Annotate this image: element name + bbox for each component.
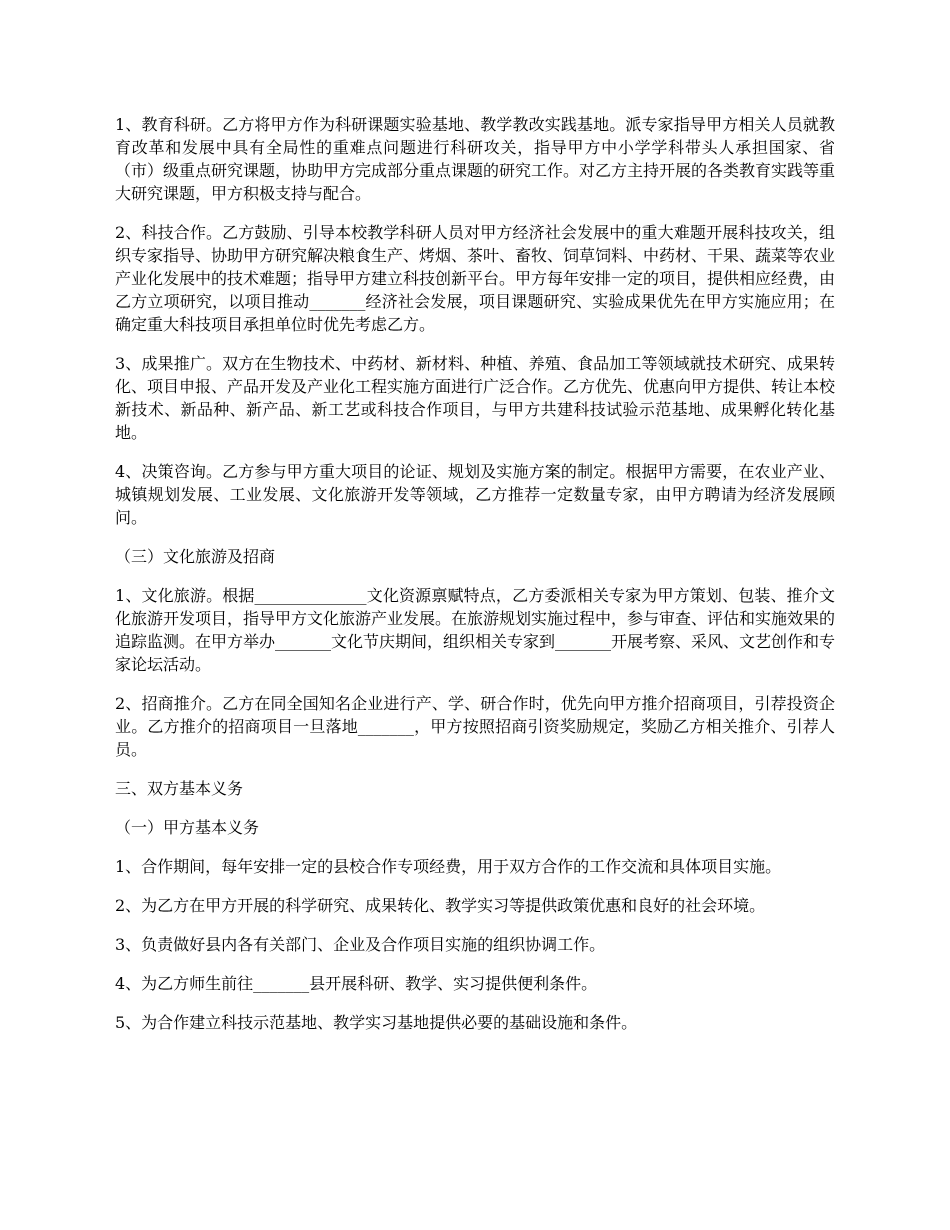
obligation-item-2: 2、为乙方在甲方开展的科学研究、成果转化、教学实习等提供政策优惠和良好的社会环境。 [115, 896, 766, 915]
obligation-item-3: 3、负责做好县内各有关部门、企业及合作项目实施的组织协调工作。 [115, 935, 606, 954]
section-heading-basic-obligations: 三、双方基本义务 [115, 779, 244, 798]
paragraph-education-research: 1、教育科研。乙方将甲方作为科研课题实验基地、教学教改实践基地。派专家指导甲方相关人员就教育改革和发展中具有全局性的重难点问题进行科研攻关，指导甲方中小学学科带头人承担国家、省（市）级重点研究课题，协助甲方完成部分重点课题的研究工作。对乙方主持开展的各类教育实践等重大研究课题，甲方积极支持与配合。 [115, 115, 836, 203]
obligation-item-5: 5、为合作建立科技示范基地、教学实习基地提供必要的基础设施和条件。 [115, 1013, 638, 1032]
paragraph-decision-consulting: 4、决策咨询。乙方参与甲方重大项目的论证、规划及实施方案的制定。根据甲方需要，在农业产业、城镇规划发展、工业发展、文化旅游开发等领域，乙方推荐一定数量专家，由甲方聘请为经济发展顾问。 [115, 462, 835, 527]
paragraph-achievement-promotion: 3、成果推广。双方在生物技术、中药材、新材料、种植、养殖、食品加工等领域就技术研究、成果转化、项目申报、产品开发及产业化工程实施方面进行广泛合作。乙方优先、优惠向甲方提供、转让本校新技术、新品种、新产品、新工艺或科技合作项目，与甲方共建科技试验示范基地、成果孵化转化基地。 [115, 354, 836, 442]
section-heading-culture-tourism: （三）文化旅游及招商 [115, 547, 276, 566]
obligation-item-4: 4、为乙方师生前往_______县开展科研、教学、实习提供便利条件。 [115, 974, 598, 993]
section-heading-party-a-obligations: （一）甲方基本义务 [115, 818, 260, 837]
paragraph-tech-cooperation: 2、科技合作。乙方鼓励、引导本校教学科研人员对甲方经济社会发展中的重大难题开展科技攻关，组织专家指导、协助甲方研究解决粮食生产、烤烟、茶叶、畜牧、饲草饲料、中药材、干果、蔬菜等农业产业化发展中的技术难题；指导甲方建立科技创新平台。甲方每年安排一定的项目，提供相应经费，由乙方立项研究，以项目推动_______经济社会发展，项目课题研究、实验成果优先在甲方实施应用；在确定重大科技项目承担单位时优先考虑乙方。 [115, 223, 836, 334]
paragraph-culture-tourism: 1、文化旅游。根据______________文化资源禀赋特点，乙方委派相关专家为甲方策划、包装、推介文化旅游开发项目，指导甲方文化旅游产业发展。在旅游规划实施过程中，参与审查、评估和实施效果的追踪监测。在甲方举办_______文化节庆期间，组织相关专家到_______开展考察、采风、文艺创作和专家论坛活动。 [115, 586, 836, 674]
obligation-item-1: 1、合作期间，每年安排一定的县校合作专项经费，用于双方合作的工作交流和具体项目实施。 [115, 857, 782, 876]
paragraph-investment-promotion: 2、招商推介。乙方在同全国知名企业进行产、学、研合作时，优先向甲方推介招商项目，引荐投资企业。乙方推介的招商项目一旦落地_______，甲方按照招商引资奖励规定，奖励乙方相关推介、引荐人员。 [115, 694, 835, 759]
